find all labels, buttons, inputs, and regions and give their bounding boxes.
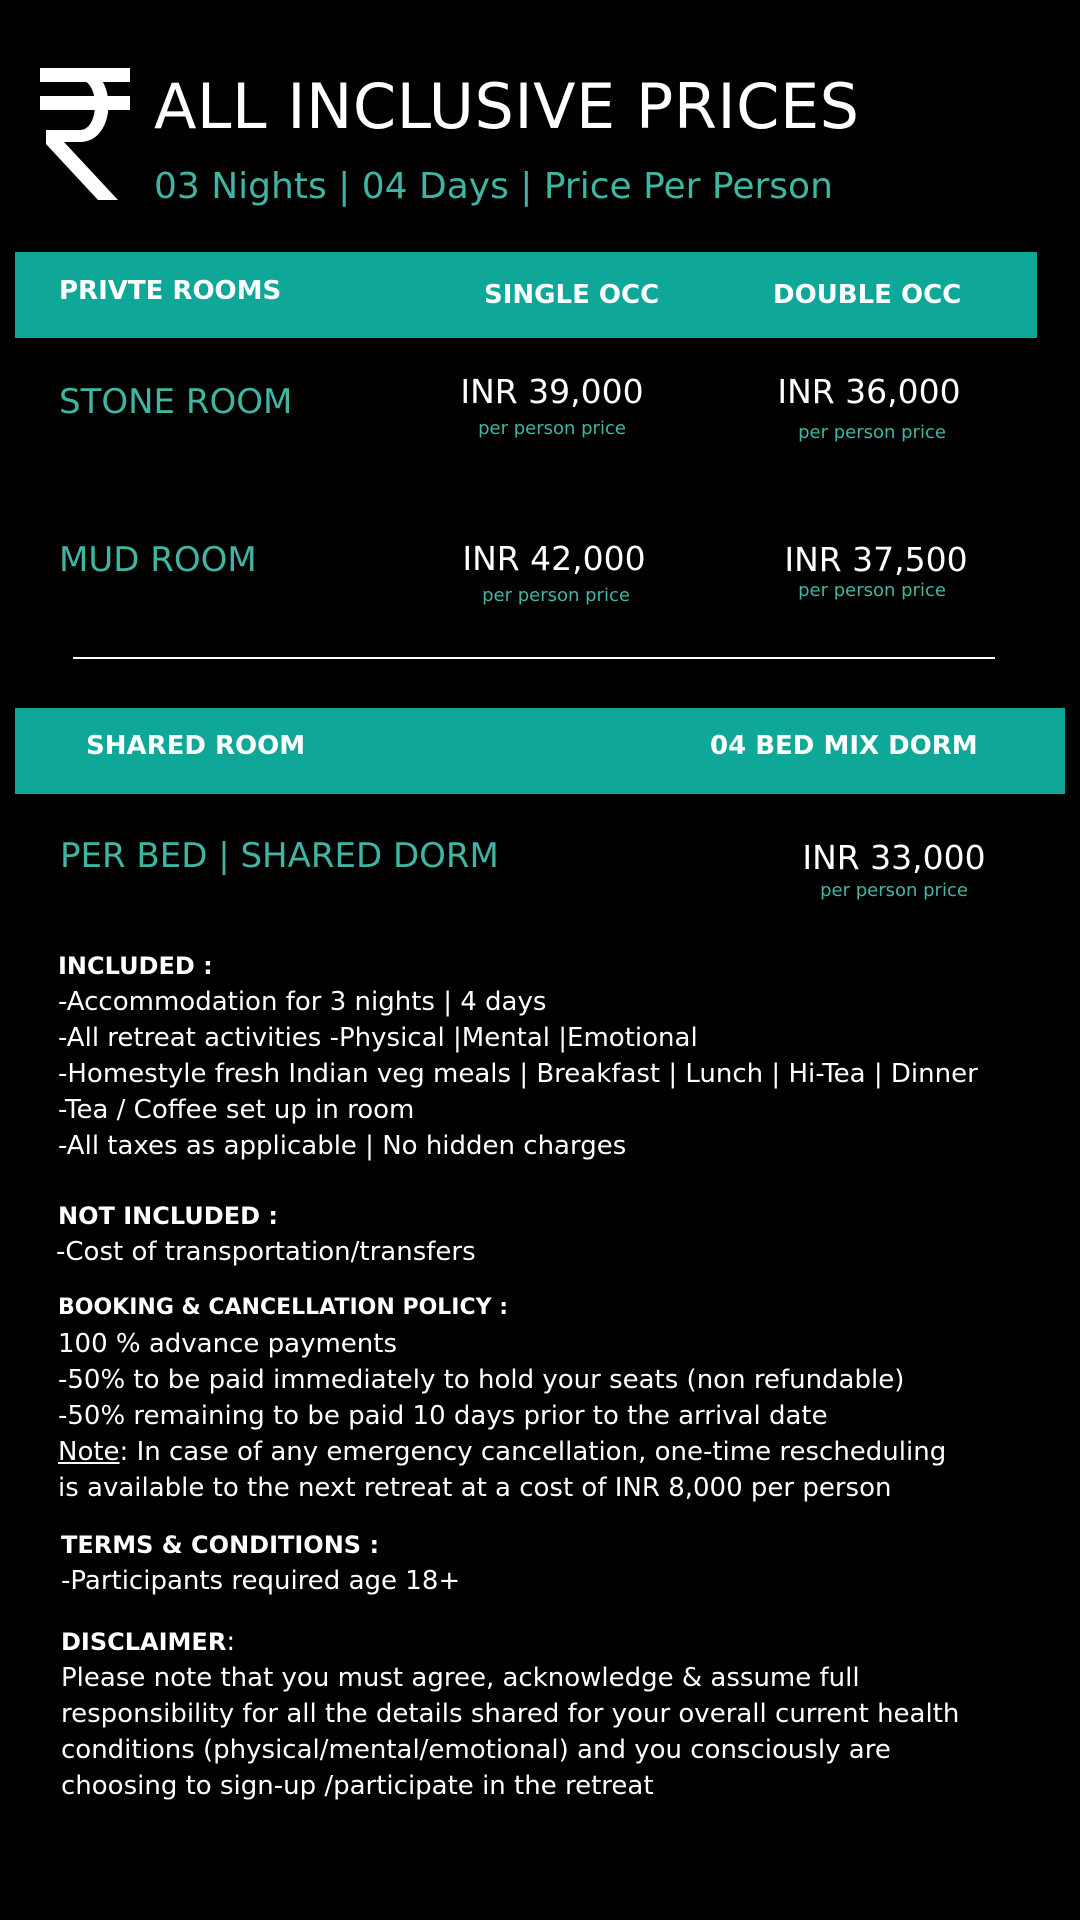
per-person-note: per person price <box>482 585 630 606</box>
terms-item: -Participants required age 18+ <box>61 1566 461 1596</box>
column-header-mix-dorm: 04 BED MIX DORM <box>710 731 978 761</box>
per-person-note: per person price <box>820 880 968 901</box>
price-shared-dorm: INR 33,000 <box>802 838 986 877</box>
column-header-double-occ: DOUBLE OCC <box>773 280 962 310</box>
disclaimer-line: Please note that you must agree, acknowledge & assume full <box>61 1663 860 1693</box>
included-heading: INCLUDED : <box>58 952 213 980</box>
disclaimer-line: conditions (physical/mental/emotional) and you consciously are <box>61 1735 891 1765</box>
included-section <box>58 948 1058 1164</box>
disclaimer-colon: : <box>226 1627 236 1657</box>
included-item: -Homestyle fresh Indian veg meals | Breakfast | Lunch | Hi-Tea | Dinner <box>58 1059 978 1089</box>
column-header-shared-room: SHARED ROOM <box>86 731 306 761</box>
column-header-private-rooms: PRIVTE ROOMS <box>59 276 282 306</box>
section-divider <box>73 657 995 659</box>
booking-item: 100 % advance payments <box>58 1329 398 1359</box>
room-name-mud: MUD ROOM <box>59 540 257 580</box>
included-item: -All retreat activities -Physical |Mental |Emotional <box>58 1023 698 1053</box>
room-name-shared-dorm: PER BED | SHARED DORM <box>60 836 499 876</box>
per-person-note: per person price <box>798 580 946 601</box>
disclaimer-heading: DISCLAIMER <box>61 1628 227 1656</box>
booking-item: -50% remaining to be paid 10 days prior to the arrival date <box>58 1401 828 1431</box>
page-subtitle: 03 Nights | 04 Days | Price Per Person <box>154 166 833 207</box>
room-name-stone: STONE ROOM <box>59 382 293 422</box>
page-title: ALL INCLUSIVE PRICES <box>154 70 860 143</box>
rupee-icon <box>40 68 130 203</box>
terms-heading: TERMS & CONDITIONS : <box>61 1531 380 1559</box>
price-mud-double: INR 37,500 <box>784 540 968 579</box>
booking-note-continued: is available to the next retreat at a cost of INR 8,000 per person <box>58 1473 892 1503</box>
not-included-section <box>58 1198 1058 1270</box>
booking-item: -50% to be paid immediately to hold your seats (non refundable) <box>58 1365 905 1395</box>
booking-note <box>58 1434 1058 1470</box>
included-item: -All taxes as applicable | No hidden charges <box>58 1131 627 1161</box>
booking-policy-section <box>58 1290 1058 1506</box>
column-header-single-occ: SINGLE OCC <box>484 280 660 310</box>
booking-heading: BOOKING & CANCELLATION POLICY : <box>58 1295 509 1320</box>
note-label: Note <box>58 1437 120 1467</box>
price-stone-single: INR 39,000 <box>460 372 644 411</box>
terms-section <box>61 1527 1061 1599</box>
not-included-heading: NOT INCLUDED : <box>58 1202 278 1230</box>
disclaimer-line: choosing to sign-up /participate in the retreat <box>61 1771 654 1801</box>
included-item: -Accommodation for 3 nights | 4 days <box>58 987 547 1017</box>
disclaimer-section <box>61 1624 1061 1804</box>
per-person-note: per person price <box>798 422 946 443</box>
per-person-note: per person price <box>478 418 626 439</box>
price-stone-double: INR 36,000 <box>777 372 961 411</box>
disclaimer-line: responsibility for all the details shared for your overall current health <box>61 1699 960 1729</box>
price-mud-single: INR 42,000 <box>462 539 646 578</box>
not-included-item: -Cost of transportation/transfers <box>56 1237 476 1267</box>
included-item: -Tea / Coffee set up in room <box>58 1095 415 1125</box>
note-text: : In case of any emergency cancellation, one-time rescheduling <box>119 1437 947 1467</box>
